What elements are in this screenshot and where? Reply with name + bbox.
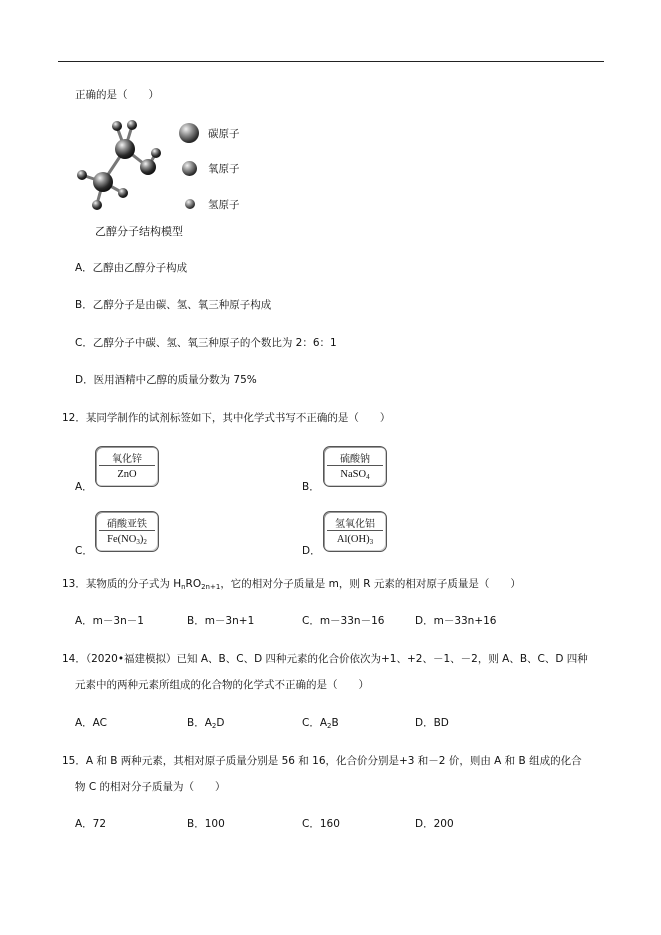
q11-option-a: A．乙醇由乙醇分子构成 bbox=[75, 262, 188, 274]
oxygen-legend-label: 氧原子 bbox=[208, 163, 240, 175]
reagent-formula: $Al(OH)_3$ bbox=[336, 534, 374, 546]
reagent-label-c bbox=[95, 511, 159, 552]
q15-option-c: C．160 bbox=[302, 818, 340, 830]
carbon-legend-label: 碳原子 bbox=[208, 128, 240, 140]
q12-option-a-letter: A． bbox=[75, 481, 93, 493]
q12-option-c-letter: C． bbox=[75, 545, 93, 557]
reagent-formula: ZnO bbox=[117, 469, 137, 480]
q13-option-a: A．m－3n－1 bbox=[75, 615, 144, 627]
reagent-label-b bbox=[323, 446, 387, 487]
q13-option-b: B．m－3n+1 bbox=[187, 615, 255, 627]
q13-option-d: D．m－33n+16 bbox=[415, 615, 497, 627]
q14-stem-line1: 14．（2020•福建模拟）已知 A、B、C、D 四种元素的化合价依次为+1、+2、－1、－2，则 A、B、C、D 四种 bbox=[62, 653, 588, 665]
q11-option-c: C．乙醇分子中碳、氢、氧三种原子的个数比为 2：6：1 bbox=[75, 337, 337, 349]
q15-option-a: A．72 bbox=[75, 818, 107, 830]
model-caption: 乙醇分子结构模型 bbox=[95, 225, 183, 238]
q13-stem: 13．某物质的分子式为 $H_nRO_{2n+1}$，它的相对分子质量是 m，则 R 元素的相对原子质量是（ ） bbox=[62, 578, 521, 591]
q15-option-d: D．200 bbox=[415, 818, 454, 830]
q14-option-a: A．AC bbox=[75, 717, 108, 729]
q15-option-b: B．100 bbox=[187, 818, 225, 830]
q12-stem: 12．某同学制作的试剂标签如下，其中化学式书写不正确的是（ ） bbox=[62, 412, 391, 424]
ethanol-molecule-model bbox=[70, 112, 270, 222]
hydrogen-atom bbox=[151, 148, 161, 158]
q13-option-c: C．m－33n－16 bbox=[302, 615, 385, 627]
hydrogen-atom bbox=[127, 120, 137, 130]
hydrogen-atom bbox=[92, 200, 102, 210]
header-rule bbox=[58, 61, 604, 62]
reagent-label-d bbox=[323, 511, 387, 552]
q12-option-d-letter: D． bbox=[302, 545, 321, 557]
hydrogen-atom bbox=[112, 121, 122, 131]
reagent-formula: NaSO$_4$ bbox=[340, 469, 370, 481]
reagent-name: 硫酸钠 bbox=[340, 454, 370, 465]
reagent-name: 氧化锌 bbox=[112, 454, 142, 465]
oxygen-legend-ball bbox=[182, 161, 197, 176]
carbon-atom bbox=[115, 139, 135, 159]
q15-stem-line2: 物 C 的相对分子质量为（ ） bbox=[75, 781, 226, 793]
oxygen-atom bbox=[140, 159, 156, 175]
carbon-legend-ball bbox=[179, 123, 199, 143]
reagent-label-a bbox=[95, 446, 159, 487]
hydrogen-atom bbox=[118, 188, 128, 198]
reagent-name: 硝酸亚铁 bbox=[107, 519, 147, 530]
q14-stem-line2: 元素中的两种元素所组成的化合物的化学式不正确的是（ ） bbox=[75, 679, 369, 691]
q14-option-b: B．$A_2D$ bbox=[187, 717, 225, 730]
q14-option-d: D．BD bbox=[415, 717, 449, 729]
q11-option-d: D．医用酒精中乙醇的质量分数为 75% bbox=[75, 374, 257, 386]
reagent-formula: $Fe(NO_3)_2$ bbox=[107, 534, 147, 546]
hydrogen-legend-ball bbox=[185, 199, 195, 209]
reagent-name: 氢氧化铝 bbox=[335, 519, 375, 530]
hydrogen-atom bbox=[77, 170, 87, 180]
carbon-atom bbox=[93, 172, 113, 192]
q14-option-c: C．$A_2B$ bbox=[302, 717, 339, 730]
q12-option-b-letter: B． bbox=[302, 481, 320, 493]
q11-option-b: B．乙醇分子是由碳、氢、氧三种原子构成 bbox=[75, 299, 272, 311]
hydrogen-legend-label: 氢原子 bbox=[208, 199, 240, 211]
question-intro: 正确的是（ ） bbox=[75, 89, 159, 101]
q15-stem-line1: 15．A 和 B 两种元素，其相对原子质量分别是 56 和 16，化合价分别是+3 和－2 价，则由 A 和 B 组成的化合 bbox=[62, 755, 582, 767]
